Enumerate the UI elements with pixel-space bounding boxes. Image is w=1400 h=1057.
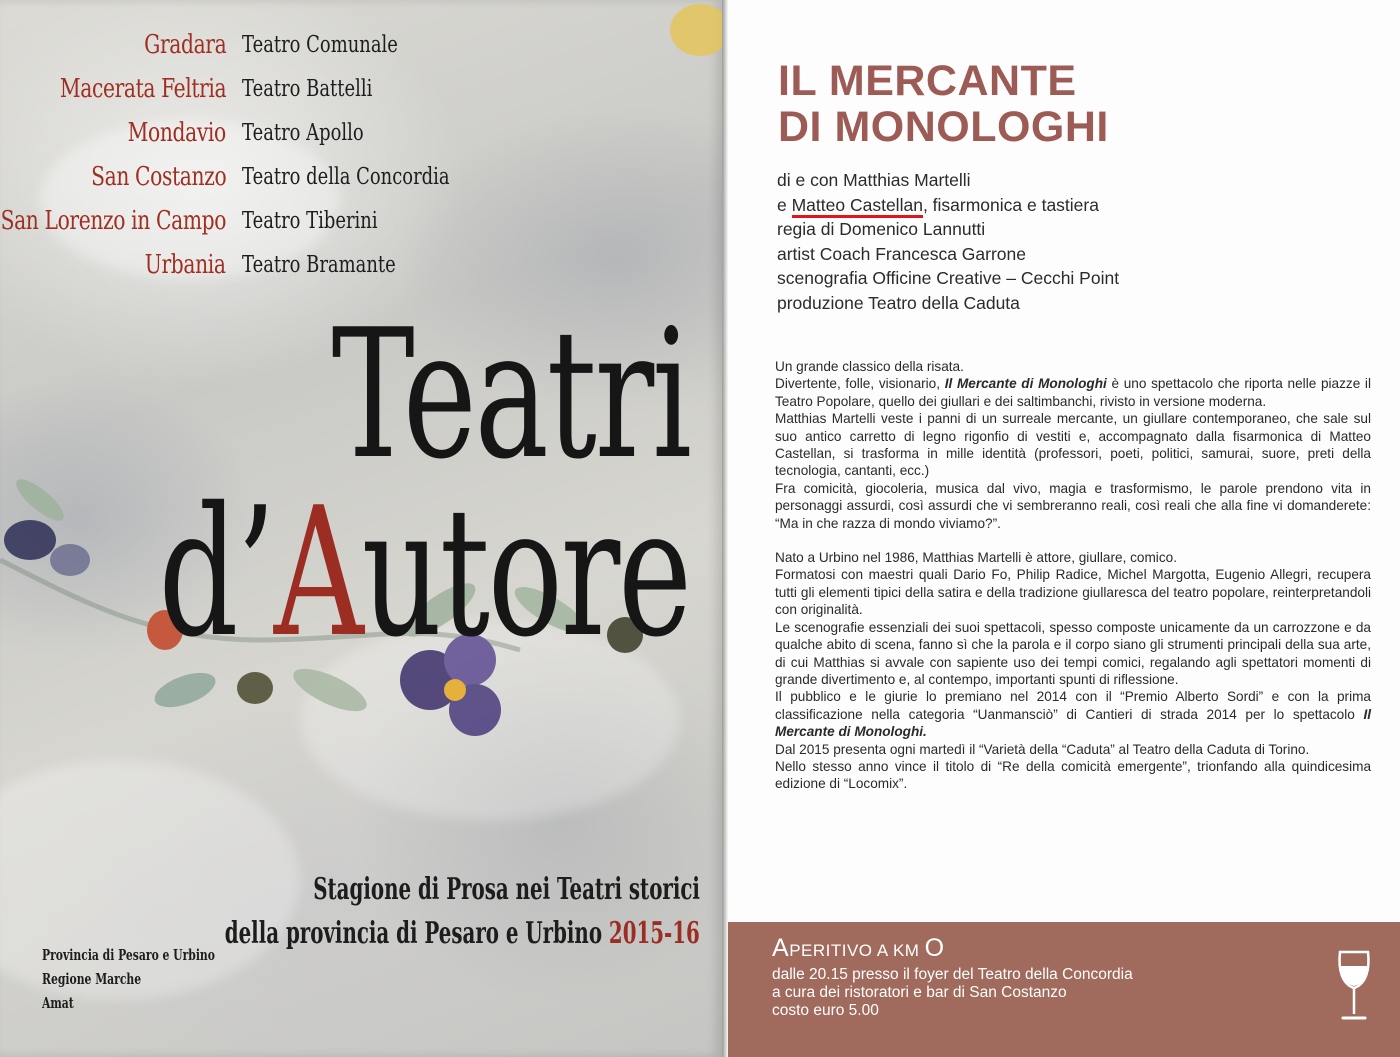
- show-page: [728, 0, 1400, 1057]
- credit-prefix: e: [777, 194, 792, 215]
- credits: [777, 168, 1119, 316]
- venue-theatre: Teatro Apollo: [242, 120, 364, 146]
- credit-line: produzione Teatro della Caduta: [777, 292, 1020, 313]
- title-final: O: [924, 934, 945, 962]
- aperitivo-title: [772, 934, 945, 963]
- aperitivo-band: [728, 922, 1400, 1057]
- show-description: [775, 358, 1371, 793]
- venue-row: [0, 74, 722, 118]
- venue-town: Macerata Feltria: [59, 74, 226, 104]
- venue-town: San Lorenzo in Campo: [0, 206, 226, 236]
- credit-line: regia di Domenico Lannutti: [777, 219, 986, 240]
- organizer: Regione Marche: [42, 970, 142, 988]
- venue-town: San Costanzo: [90, 162, 226, 192]
- show-title-line1: IL MERCANTE: [778, 57, 1077, 105]
- organizer: Provincia di Pesaro e Urbino: [42, 946, 215, 964]
- text-span: Divertente, folle, visionario,: [775, 376, 945, 392]
- title-prefix: d’: [158, 469, 274, 676]
- paragraph-line: Un grande classico della risata.: [775, 359, 964, 374]
- paragraph-line: Fra comicità, giocoleria, musica dal vivo, magia e trasformismo, le parole prendono vita in personaggi assurdi, così assurdi che vi sembreranno reali, così reali che alla fine vi domanderete: “Ma in che razza di mondo viviamo?”.: [775, 480, 1371, 531]
- paragraph-line: [775, 375, 1371, 410]
- credit-line: di e con Matthias Martelli: [777, 170, 971, 190]
- cover-subtitle-line2: [225, 916, 700, 951]
- credit-line: [777, 193, 1119, 218]
- show-name-emphasis: Il Mercante di Monologhi: [944, 376, 1107, 392]
- cover-title-line2: [158, 469, 690, 676]
- venue-theatre: Teatro Battelli: [242, 76, 373, 102]
- wine-glass-icon: [1334, 950, 1374, 1022]
- aperitivo-line: costo euro 5.00: [772, 1002, 879, 1019]
- paragraph-line: Formatosi con maestri quali Dario Fo, Philip Radice, Michel Margotta, Eugenio Allegri, recupera tutti gli elementi tipici della satira e della tradizione giullaresca del teatro popolare, reinterpretandoli con originalità.: [775, 567, 1371, 618]
- venue-town: Mondavio: [127, 118, 226, 148]
- aperitivo-details: [772, 966, 1133, 1020]
- season-year: 2015-16: [609, 916, 700, 951]
- paragraph-line: [775, 688, 1371, 740]
- credit-suffix: , fisarmonica e tastiera: [922, 194, 1099, 215]
- title-initial: A: [772, 934, 790, 962]
- venue-row: [0, 206, 722, 250]
- highlighted-name: Matteo Castellan: [792, 195, 923, 218]
- credit-line: artist Coach Francesca Garrone: [777, 243, 1026, 264]
- paragraph-line: Le scenografie essenziali dei suoi spettacoli, spesso composte unicamente da un carrozzone e da qualche abito di scena, fanno sì che la parola e il corpo siano gli strumenti principali della sua arte, di cui Matthias si avvale con sapiente uso dei tempi comici, regalando agli spettatori momenti di grande divertimento e, al contempo, importanti spunti di riflessione.: [775, 619, 1371, 687]
- aperitivo-line: a cura dei ristoratori e bar di San Costanzo: [772, 984, 1067, 1001]
- venue-row: [0, 30, 722, 74]
- venue-theatre: Teatro Bramante: [242, 252, 396, 278]
- venue-town: Gradara: [143, 30, 226, 60]
- organizer: Amat: [42, 994, 74, 1012]
- venue-theatre: Teatro Comunale: [242, 32, 398, 58]
- show-title-line2: DI MONOLOGHI: [778, 103, 1109, 151]
- credit-line: scenografia Officine Creative – Cecchi Point: [777, 268, 1120, 289]
- paragraph-line: Nello stesso anno vince il titolo di “Re della comicità emergente”, trionfando alla quindicesima edizione di “Locomix”.: [775, 758, 1371, 792]
- cover-title-line1: Teatri: [331, 291, 690, 498]
- paragraph-gap: [775, 532, 1371, 549]
- show-title: [778, 58, 1109, 150]
- show-name-emphasis: Il Mercante di Monologhi.: [775, 706, 1371, 740]
- subtitle-text: della provincia di Pesaro e Urbino: [224, 916, 603, 951]
- cover-subtitle-line1: Stagione di Prosa nei Teatri storici: [313, 872, 700, 907]
- title-accent-letter: A: [273, 469, 362, 676]
- text-span: è uno spettacolo che riporta nelle piazze il Teatro Popolare, quello dei giullari e dei saltimbanchi, rivisto in versione moderna.: [775, 376, 1371, 409]
- paragraph-line: Matthias Martelli veste i panni di un surreale mercante, un giullare contemporaneo, che sale sul suo antico carretto di legno rigonfio di vestiti e, accompagnato dalla fisarmonica di Matteo Castellan, si trasforma in mille identità (professori, poeti, politici, samurai, suore, preti della tecnologia, cantanti, ecc.): [775, 411, 1371, 479]
- venue-row: [0, 250, 722, 294]
- paragraph-line: Nato a Urbino nel 1986, Matthias Martelli è attore, giullare, comico.: [775, 550, 1177, 566]
- venue-theatre: Teatro Tiberini: [242, 208, 378, 234]
- aperitivo-line: dalle 20.15 presso il foyer del Teatro della Concordia: [772, 966, 1133, 983]
- text-span: Il pubblico e le giurie lo premiano nel 2014 con il “Premio Alberto Sordi” e con la prima classificazione nella categoria “Uanmansciò” di Cantieri di strada 2014 per lo spettacolo: [775, 689, 1371, 722]
- venue-theatre: Teatro della Concordia: [242, 164, 450, 190]
- title-suffix: utore: [361, 469, 690, 676]
- venue-row: [0, 118, 722, 162]
- title-smallcaps: PERITIVO A KM: [789, 941, 925, 960]
- venue-row: [0, 162, 722, 206]
- venue-town: Urbania: [145, 250, 226, 280]
- paragraph-line: Dal 2015 presenta ogni martedì il “Varietà della “Caduta” al Teatro della Caduta di Torino.: [775, 741, 1310, 757]
